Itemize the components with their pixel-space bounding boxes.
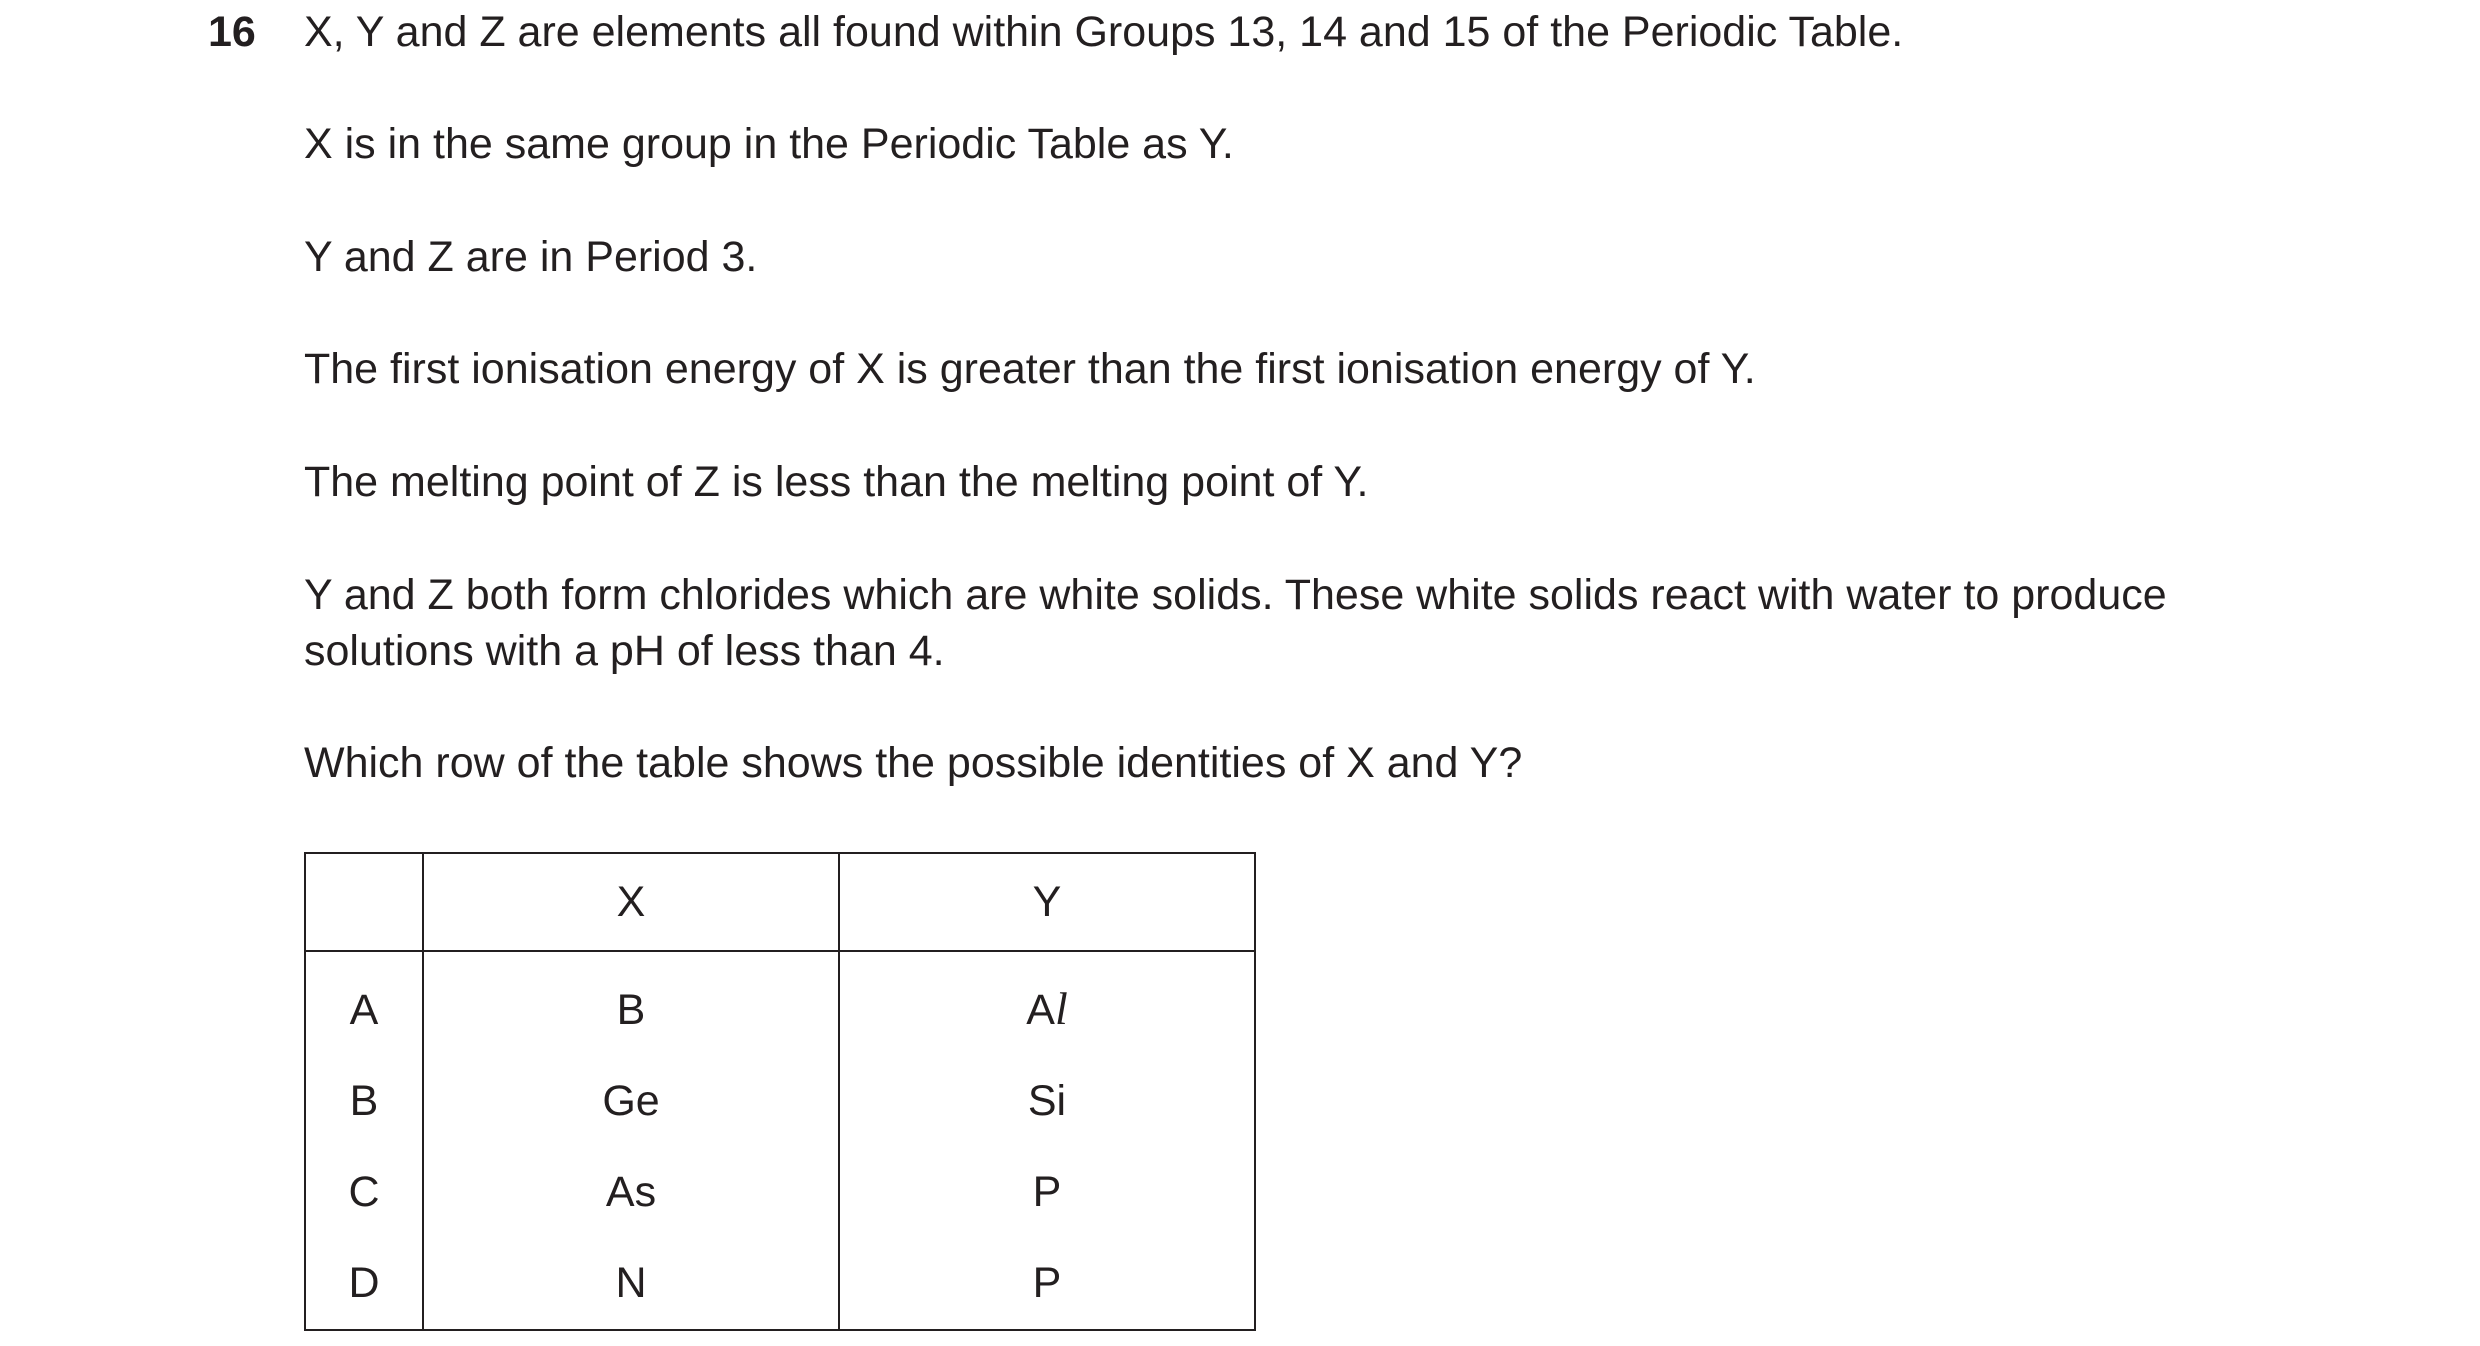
header-x: X bbox=[423, 853, 839, 951]
table-header-row bbox=[305, 853, 1255, 951]
statement-same-group: X is in the same group in the Periodic Table as Y. bbox=[304, 120, 1234, 168]
option-y: Si bbox=[839, 1056, 1255, 1147]
statement-melting-point: The melting point of Z is less than the melting point of Y. bbox=[304, 458, 1369, 506]
option-y bbox=[839, 951, 1255, 1056]
header-blank bbox=[305, 853, 423, 951]
option-x: B bbox=[423, 951, 839, 1056]
option-y-symbol-prefix: A bbox=[1026, 986, 1055, 1034]
option-letter: D bbox=[305, 1238, 423, 1330]
option-x: Ge bbox=[423, 1056, 839, 1147]
option-letter: B bbox=[305, 1056, 423, 1147]
question-number: 16 bbox=[208, 8, 256, 56]
table-row bbox=[305, 951, 1255, 1056]
header-y: Y bbox=[839, 853, 1255, 951]
statement-chlorides: Y and Z both form chlorides which are white solids. These white solids react with water to produce solutions with a pH of less than 4. bbox=[304, 571, 2179, 675]
answer-table bbox=[304, 852, 1256, 1331]
question-stem: X, Y and Z are elements all found within Groups 13, 14 and 15 of the Periodic Table. bbox=[304, 8, 1904, 56]
table-row bbox=[305, 1238, 1255, 1330]
statement-period-3: Y and Z are in Period 3. bbox=[304, 233, 758, 281]
option-letter: A bbox=[305, 951, 423, 1056]
option-y: P bbox=[839, 1238, 1255, 1330]
table-row bbox=[305, 1056, 1255, 1147]
option-x: N bbox=[423, 1238, 839, 1330]
statement-ionisation-energy: The first ionisation energy of X is greater than the first ionisation energy of Y. bbox=[304, 345, 1756, 393]
option-y-symbol-suffix: l bbox=[1054, 983, 1068, 1034]
option-letter: C bbox=[305, 1147, 423, 1238]
option-y: P bbox=[839, 1147, 1255, 1238]
option-x: As bbox=[423, 1147, 839, 1238]
question-prompt: Which row of the table shows the possible identities of X and Y? bbox=[304, 739, 1523, 787]
table-row bbox=[305, 1147, 1255, 1238]
